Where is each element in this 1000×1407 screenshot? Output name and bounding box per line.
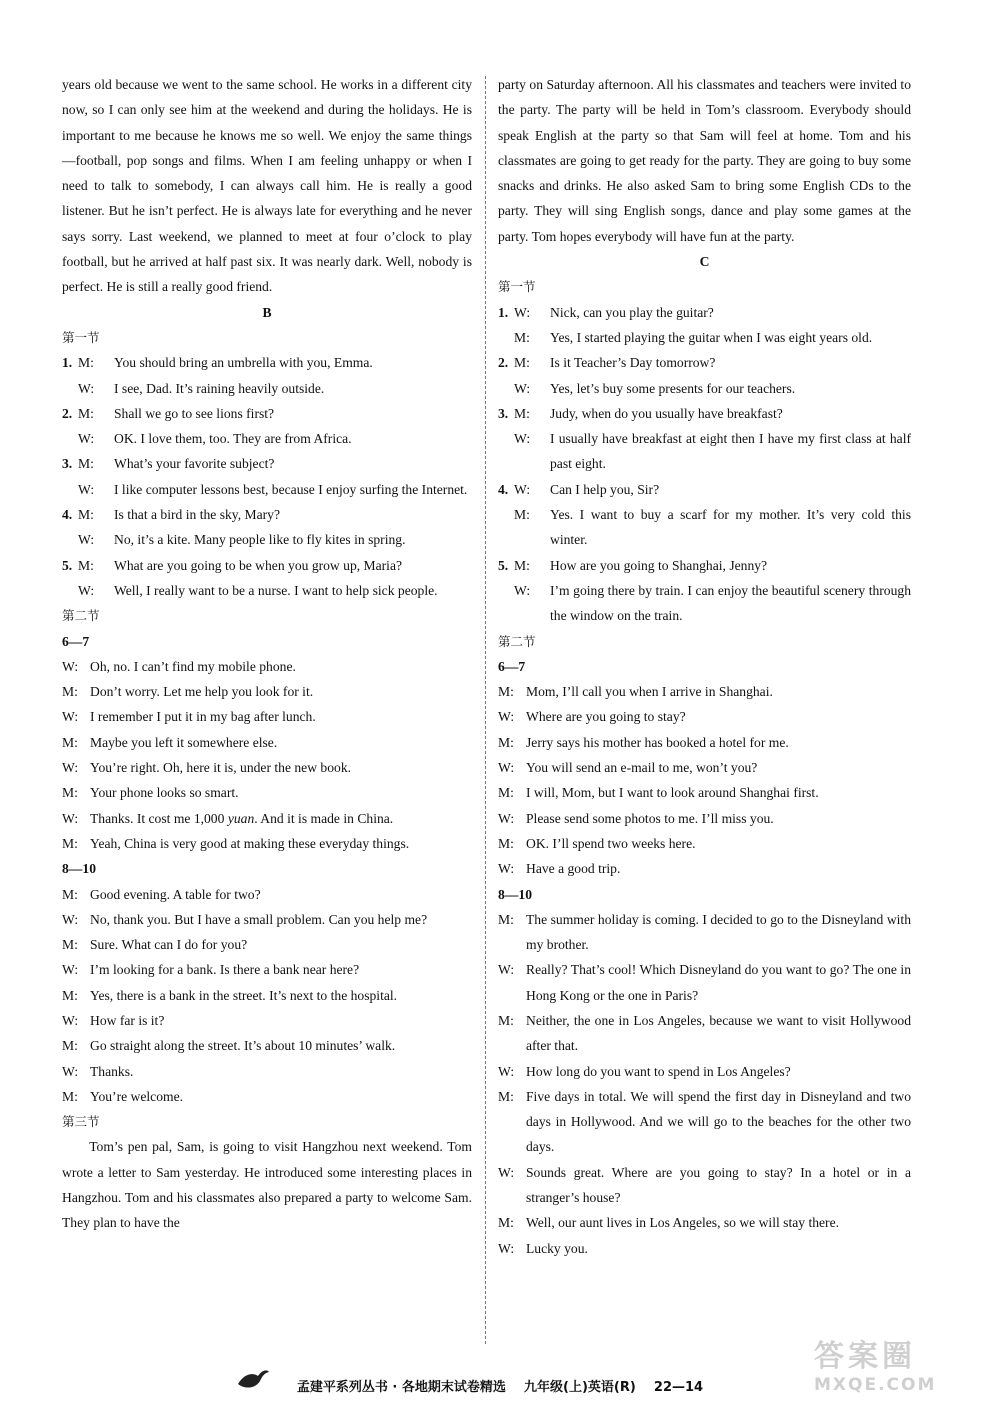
question-line-b	[498, 325, 911, 350]
speaker-label: W:	[62, 962, 79, 978]
speaker-label: M:	[498, 835, 514, 851]
speaker-label: M:	[514, 507, 530, 523]
speaker-label: M:	[498, 684, 514, 700]
b-dialogue-6-7	[62, 654, 472, 856]
question-line-b	[62, 426, 472, 451]
speaker-line: The summer holiday is coming. I decided to go to the Disneyland with my brother.	[526, 911, 911, 953]
dialogue-line	[62, 755, 472, 780]
question-line-a	[62, 502, 472, 527]
dialogue-line	[62, 704, 472, 729]
speaker-line: Thanks. It cost me 1,000 yuan. And it is made in China.	[90, 810, 394, 826]
speaker-label: W:	[78, 380, 95, 396]
speaker-label: W:	[514, 380, 531, 396]
speaker-label: M:	[62, 734, 78, 750]
question-line-a	[498, 350, 911, 375]
question-number: 2.	[62, 405, 73, 421]
speaker-line: Well, I really want to be a nurse. I want to help sick people.	[114, 582, 438, 598]
speaker-label: W:	[78, 582, 95, 598]
speaker-label: W:	[498, 810, 515, 826]
question-number: 2.	[498, 355, 509, 371]
speaker-line: You’re welcome.	[90, 1088, 183, 1104]
question-line-b	[498, 502, 911, 553]
speaker-line: I’m looking for a bank. Is there a bank near here?	[90, 962, 360, 978]
dialogue-line	[498, 957, 911, 1008]
speaker-label: M:	[62, 1088, 78, 1104]
dialogue-line	[498, 1210, 911, 1235]
question-line-a	[498, 553, 911, 578]
speaker-line: Your phone looks so smart.	[90, 785, 239, 801]
dialogue-line	[498, 806, 911, 831]
speaker-line: OK. I love them, too. They are from Africa.	[114, 431, 352, 447]
section-b-heading: B	[262, 304, 272, 320]
speaker-line: Jerry says his mother has booked a hotel for me.	[526, 734, 789, 750]
speaker-line: Maybe you left it somewhere else.	[90, 734, 278, 750]
dialogue-line	[498, 679, 911, 704]
dialogue-line	[498, 1160, 911, 1211]
speaker-label: M:	[514, 355, 530, 371]
speaker-line: Judy, when do you usually have breakfast?	[550, 405, 783, 421]
b-part1-label: 第一节	[62, 329, 100, 345]
speaker-label: M:	[62, 785, 78, 801]
speaker-line: Have a good trip.	[526, 861, 621, 877]
question-line-b	[498, 426, 911, 477]
speaker-line: Well, our aunt lives in Los Angeles, so we will stay there.	[526, 1215, 840, 1231]
speaker-line: You’re right. Oh, here it is, under the new book.	[90, 760, 352, 776]
c-part1-list	[498, 300, 911, 629]
speaker-label: W:	[62, 1063, 79, 1079]
speaker-line: I’m going there by train. I can enjoy the beautiful scenery through the window on the train.	[550, 582, 911, 624]
question-line-a	[498, 477, 911, 502]
speaker-label: W:	[62, 760, 79, 776]
dialogue-line	[62, 654, 472, 679]
question-line-b	[62, 527, 472, 552]
speaker-line: OK. I’ll spend two weeks here.	[526, 835, 696, 851]
c-range-8-10: 8—10	[498, 886, 532, 902]
speaker-line: I remember I put it in my bag after lunch.	[90, 709, 316, 725]
question-number: 1.	[498, 304, 509, 320]
dialogue-line	[62, 806, 472, 831]
question-line-b	[62, 578, 472, 603]
speaker-label: M:	[78, 557, 94, 573]
footer-page-number: 22—14	[653, 1380, 704, 1395]
footer-grade: 九年级(上)英语(R)	[524, 1380, 636, 1395]
speaker-label: W:	[514, 481, 531, 497]
dialogue-line	[62, 1084, 472, 1109]
dialogue-line	[62, 1033, 472, 1058]
b-part1-list	[62, 350, 472, 603]
watermark	[814, 1331, 984, 1401]
speaker-label: M:	[62, 987, 78, 1003]
b-part2-label: 第二节	[62, 608, 100, 624]
speaker-label: W:	[62, 810, 79, 826]
speaker-label: M:	[62, 937, 78, 953]
speaker-label: W:	[498, 760, 515, 776]
speaker-line: Nick, can you play the guitar?	[550, 304, 714, 320]
question-line-a	[498, 300, 911, 325]
speaker-label: W:	[62, 911, 79, 927]
question-number: 4.	[498, 481, 509, 497]
speaker-label: W:	[498, 1240, 515, 1256]
speaker-label: M:	[498, 785, 514, 801]
speaker-line: Yes, there is a bank in the street. It’s next to the hospital.	[90, 987, 398, 1003]
dialogue-line	[62, 730, 472, 755]
question-line-b	[498, 578, 911, 629]
speaker-line: Yes, I started playing the guitar when I was eight years old.	[550, 329, 873, 345]
speaker-line: Where are you going to stay?	[526, 709, 686, 725]
watermark-url: MXQE.COM	[814, 1375, 937, 1395]
speaker-line: Yeah, China is very good at making these everyday things.	[90, 835, 410, 851]
b-range-6-7: 6—7	[62, 633, 90, 649]
dialogue-line	[498, 1084, 911, 1160]
question-number: 5.	[62, 557, 73, 573]
dialogue-line	[62, 907, 472, 932]
speaker-label: M:	[62, 684, 78, 700]
speaker-line: Is that a bird in the sky, Mary?	[114, 507, 280, 523]
b-passage-continued: party on Saturday afternoon. All his classmates and teachers were invited to the party. The party will be held in Tom’s classroom. Everybody should speak English at the party so that Sam will feel at home. Tom and his classmates are going to get ready for the party. They are going to buy some snacks and drinks. He also asked Sam to bring some English CDs to the party. They will sing English songs, dance and play some games at the party. Tom hopes everybody will have fun at the party.	[498, 77, 911, 244]
speaker-line: Good evening. A table for two?	[90, 886, 261, 902]
dialogue-line	[498, 831, 911, 856]
question-line-a	[62, 553, 472, 578]
question-number: 3.	[62, 456, 73, 472]
speaker-line: Oh, no. I can’t find my mobile phone.	[90, 658, 296, 674]
speaker-label: W:	[498, 1164, 515, 1180]
speaker-label: M:	[498, 1012, 514, 1028]
speaker-line: Sounds great. Where are you going to stay? In a hotel or in a stranger’s house?	[526, 1164, 911, 1206]
speaker-label: M:	[514, 405, 530, 421]
speaker-line: How long do you want to spend in Los Angeles?	[526, 1063, 791, 1079]
speaker-line: Yes, let’s buy some presents for our teachers.	[550, 380, 796, 396]
section-c-heading: C	[699, 254, 710, 270]
dialogue-line	[62, 932, 472, 957]
speaker-label: W:	[514, 431, 531, 447]
speaker-label: M:	[62, 886, 78, 902]
dialogue-line	[498, 856, 911, 881]
dialogue-line	[498, 730, 911, 755]
dialogue-line	[62, 831, 472, 856]
speaker-label: W:	[62, 1012, 79, 1028]
speaker-line: I will, Mom, but I want to look around Shanghai first.	[526, 785, 819, 801]
speaker-label: W:	[498, 709, 515, 725]
question-line-b	[498, 376, 911, 401]
speaker-line: Go straight along the street. It’s about 10 minutes’ walk.	[90, 1038, 396, 1054]
speaker-label: M:	[78, 507, 94, 523]
speaker-line: Mom, I’ll call you when I arrive in Shanghai.	[526, 684, 773, 700]
c-dialogue-6-7	[498, 679, 911, 881]
column-divider	[485, 76, 486, 1344]
speaker-line: Shall we go to see lions first?	[114, 405, 275, 421]
dialogue-line	[498, 1236, 911, 1261]
dialogue-line	[62, 957, 472, 982]
footer-series: 孟建平系列丛书 · 各地期末试卷精选	[296, 1380, 506, 1395]
speaker-label: M:	[78, 405, 94, 421]
speaker-label: W:	[498, 962, 515, 978]
dialogue-line	[498, 780, 911, 805]
question-line-b	[62, 376, 472, 401]
speaker-label: M:	[62, 1038, 78, 1054]
dialogue-line	[498, 704, 911, 729]
speaker-line: How far is it?	[90, 1012, 165, 1028]
dialogue-line	[62, 882, 472, 907]
speaker-line: Please send some photos to me. I’ll miss you.	[526, 810, 774, 826]
currency-word: yuan	[227, 810, 255, 826]
speaker-label: M:	[514, 329, 530, 345]
speaker-label: M:	[514, 557, 530, 573]
speaker-line: Don’t worry. Let me help you look for it.	[90, 684, 314, 700]
watermark-logo-text: 答案圈	[814, 1339, 916, 1374]
dialogue-line	[498, 1059, 911, 1084]
question-number: 4.	[62, 507, 73, 523]
speaker-line: Yes. I want to buy a scarf for my mother. It’s very cold this winter.	[550, 507, 911, 548]
speaker-line: Neither, the one in Los Angeles, because we want to visit Hollywood after that.	[526, 1012, 911, 1054]
b-range-8-10: 8—10	[62, 861, 96, 877]
b-passage-start: Tom’s pen pal, Sam, is going to visit Hangzhou next weekend. Tom wrote a letter to Sam yesterday. He introduced some interesting places in Hangzhou. Tom and his classmates also prepared a party to welcome Sam. They plan to have the	[62, 1139, 472, 1231]
speaker-label: M:	[498, 1215, 514, 1231]
dialogue-line	[62, 780, 472, 805]
speaker-label: W:	[514, 304, 531, 320]
b-part3-label: 第三节	[62, 1114, 100, 1130]
speaker-label: M:	[498, 1088, 514, 1104]
c-dialogue-8-10	[498, 907, 911, 1261]
speaker-line: No, thank you. But I have a small problem. Can you help me?	[90, 911, 428, 927]
dialogue-line	[62, 983, 472, 1008]
speaker-line: What’s your favorite subject?	[114, 456, 275, 472]
speaker-line: I usually have breakfast at eight then I have my first class at half past eight.	[550, 431, 911, 472]
dialogue-line	[62, 1008, 472, 1033]
question-line-a	[62, 401, 472, 426]
speaker-label: M:	[498, 911, 514, 927]
speaker-label: M:	[78, 355, 94, 371]
continued-paragraph: years old because we went to the same school. He works in a different city now, so I can only see him at the weekend and during the holidays. He is important to me because he knows me so well. We enjoy the same things—football, pop songs and films. When I am feeling unhappy or when I need to talk to somebody, I can always call him. He is really a good listener. But he isn’t perfect. He is always late for everything and he never says sorry. Last weekend, we planned to meet at four o’clock to play football, but he arrived at half past six. It was nearly dark. Well, nobody is perfect. He is still a really good friend.	[62, 77, 472, 295]
speaker-line: Can I help you, Sir?	[550, 481, 660, 497]
dialogue-line	[498, 907, 911, 958]
speaker-line: You will send an e-mail to me, won’t you?	[526, 760, 758, 776]
speaker-label: W:	[62, 658, 79, 674]
speaker-line: Thanks.	[90, 1063, 134, 1079]
speaker-line: Sure. What can I do for you?	[90, 937, 248, 953]
speaker-label: W:	[62, 709, 79, 725]
speaker-line: Lucky you.	[526, 1240, 588, 1256]
speaker-line: Is it Teacher’s Day tomorrow?	[550, 355, 716, 371]
speaker-line: What are you going to be when you grow up, Maria?	[114, 557, 403, 573]
question-number: 3.	[498, 405, 509, 421]
question-line-b	[62, 477, 472, 502]
dialogue-line	[498, 755, 911, 780]
speaker-line: You should bring an umbrella with you, Emma.	[114, 355, 373, 371]
question-line-a	[62, 350, 472, 375]
right-column	[498, 72, 911, 1261]
speaker-label: W:	[498, 1063, 515, 1079]
speaker-line: No, it’s a kite. Many people like to fly kites in spring.	[114, 532, 406, 548]
speaker-label: M:	[62, 835, 78, 851]
dialogue-line	[498, 1008, 911, 1059]
speaker-label: W:	[78, 431, 95, 447]
speaker-line: Five days in total. We will spend the first day in Disneyland and two days in Hollywood. And we will go to the beaches for the other two days.	[526, 1088, 911, 1155]
speaker-label: W:	[78, 532, 95, 548]
speaker-line: Really? That’s cool! Which Disneyland do you want to go? The one in Hong Kong or the one in Paris?	[526, 962, 911, 1003]
dialogue-line	[62, 679, 472, 704]
c-part2-label: 第二节	[498, 633, 536, 649]
speaker-line: I see, Dad. It’s raining heavily outside.	[114, 380, 325, 396]
c-part1-label: 第一节	[498, 279, 536, 295]
speaker-label: M:	[78, 456, 94, 472]
question-line-a	[62, 451, 472, 476]
speaker-line: How are you going to Shanghai, Jenny?	[550, 557, 768, 573]
dialogue-line	[62, 1059, 472, 1084]
speaker-line: I like computer lessons best, because I enjoy surfing the Internet.	[114, 481, 468, 497]
speaker-label: W:	[498, 861, 515, 877]
speaker-label: W:	[78, 481, 95, 497]
question-number: 1.	[62, 355, 73, 371]
question-number: 5.	[498, 557, 509, 573]
b-dialogue-8-10	[62, 882, 472, 1110]
question-line-a	[498, 401, 911, 426]
left-column	[62, 72, 472, 1236]
speaker-label: W:	[514, 582, 531, 598]
speaker-label: M:	[498, 734, 514, 750]
c-range-6-7: 6—7	[498, 658, 526, 674]
